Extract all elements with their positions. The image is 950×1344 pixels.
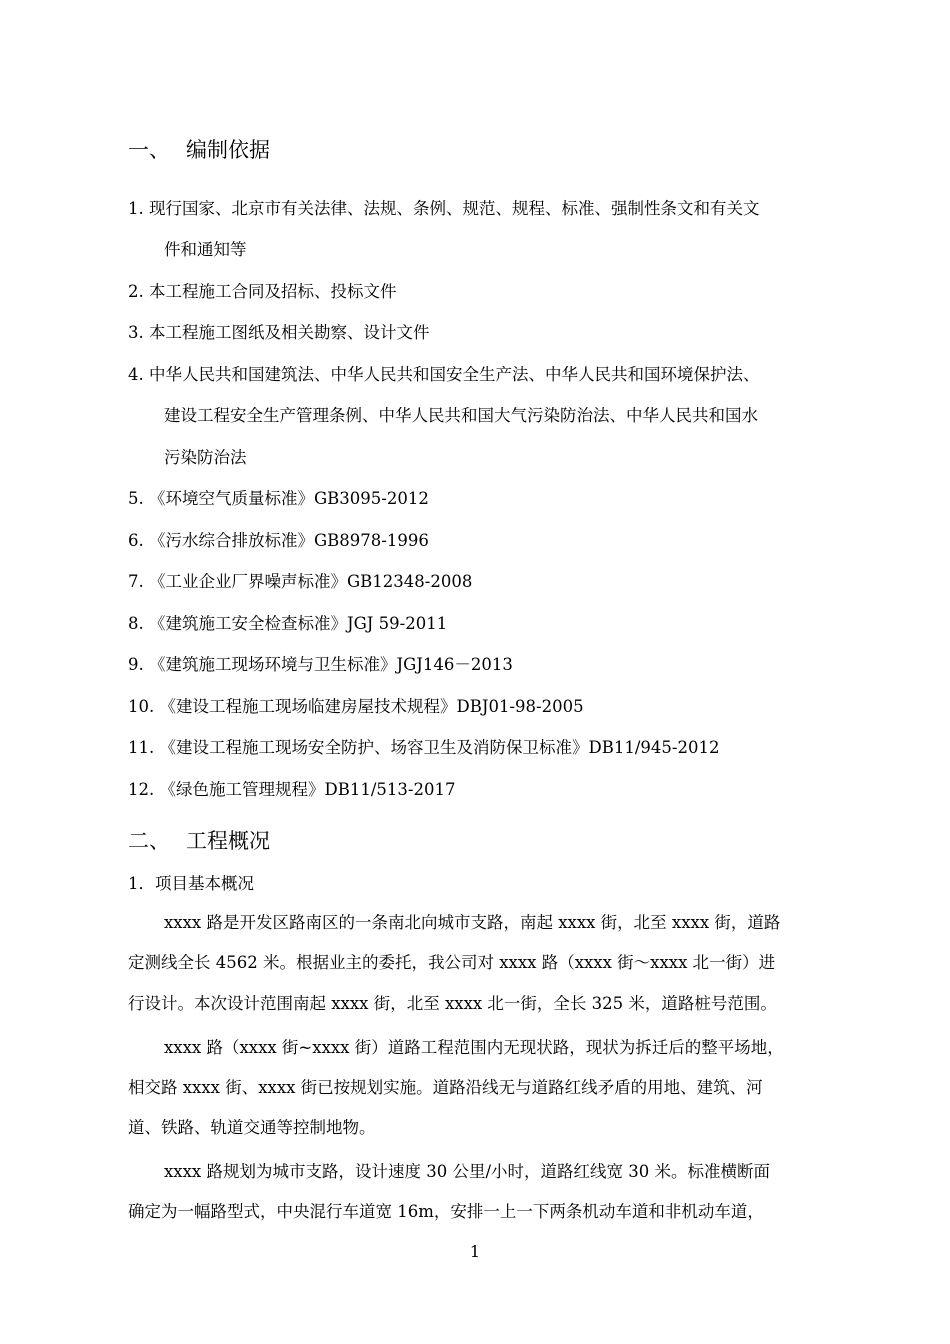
list-item-continuation: 件和通知等 bbox=[164, 240, 247, 259]
list-item: 12. 《绿色施工管理规程》DB11/513-2017 bbox=[128, 780, 456, 799]
list-item: 7. 《工业企业厂界噪声标准》GB12348-2008 bbox=[128, 572, 473, 591]
section-heading-basis bbox=[128, 134, 270, 164]
page-number: 1 bbox=[469, 1242, 481, 1261]
paragraph-line: 行设计。本次设计范围南起 xxxx 街，北至 xxxx 北一街，全长 325 米，道路桩号范围。 bbox=[128, 994, 777, 1013]
section-number: 一、 bbox=[128, 138, 170, 162]
list-item: 6. 《污水综合排放标准》GB8978-1996 bbox=[128, 531, 429, 550]
list-item: 11. 《建设工程施工现场安全防护、场容卫生及消防保卫标准》DB11/945-2012 bbox=[128, 738, 720, 757]
paragraph-line: xxxx 路是开发区路南区的一条南北向城市支路，南起 xxxx 街，北至 xxxx 街，道路 bbox=[164, 913, 781, 932]
paragraph-line: 道、铁路、轨道交通等控制地物。 bbox=[128, 1118, 376, 1137]
subsection-title: 1．项目基本概况 bbox=[128, 874, 254, 893]
paragraph-line: 定测线全长 4562 米。根据业主的委托，我公司对 xxxx 路（xxxx 街～xxxx 北一街）进 bbox=[128, 953, 776, 972]
list-item-continuation: 建设工程安全生产管理条例、中华人民共和国大气污染防治法、中华人民共和国水 bbox=[164, 406, 758, 425]
section-title: 编制依据 bbox=[186, 138, 270, 162]
list-item: 1. 现行国家、北京市有关法律、法规、条例、规范、规程、标准、强制性条文和有关文 bbox=[128, 199, 760, 218]
section-title: 工程概况 bbox=[186, 829, 270, 853]
paragraph-line: 相交路 xxxx 街、xxxx 街已按规划实施。道路沿线无与道路红线矛盾的用地、建筑、河 bbox=[128, 1078, 763, 1097]
section-number: 二、 bbox=[128, 829, 170, 853]
list-item: 8. 《建筑施工安全检查标准》JGJ 59-2011 bbox=[128, 614, 448, 633]
paragraph-line: 确定为一幅路型式，中央混行车道宽 16m，安排一上一下两条机动车道和非机动车道， bbox=[128, 1202, 764, 1221]
list-item-continuation: 污染防治法 bbox=[164, 448, 247, 467]
list-item: 2. 本工程施工合同及招标、投标文件 bbox=[128, 282, 397, 301]
list-item: 3. 本工程施工图纸及相关勘察、设计文件 bbox=[128, 323, 430, 342]
paragraph-line: xxxx 路（xxxx 街~xxxx 街）道路工程范围内无现状路，现状为拆迁后的整平场地， bbox=[164, 1038, 784, 1057]
list-item: 5. 《环境空气质量标准》GB3095-2012 bbox=[128, 489, 429, 508]
paragraph-line: xxxx 路规划为城市支路，设计速度 30 公里/小时，道路红线宽 30 米。标准横断面 bbox=[164, 1162, 770, 1181]
section-heading-overview bbox=[128, 825, 270, 855]
list-item: 4. 中华人民共和国建筑法、中华人民共和国安全生产法、中华人民共和国环境保护法、 bbox=[128, 365, 760, 384]
list-item: 10. 《建设工程施工现场临建房屋技术规程》DBJ01-98-2005 bbox=[128, 697, 584, 716]
list-item: 9. 《建筑施工现场环境与卫生标准》JGJ146－2013 bbox=[128, 655, 513, 674]
